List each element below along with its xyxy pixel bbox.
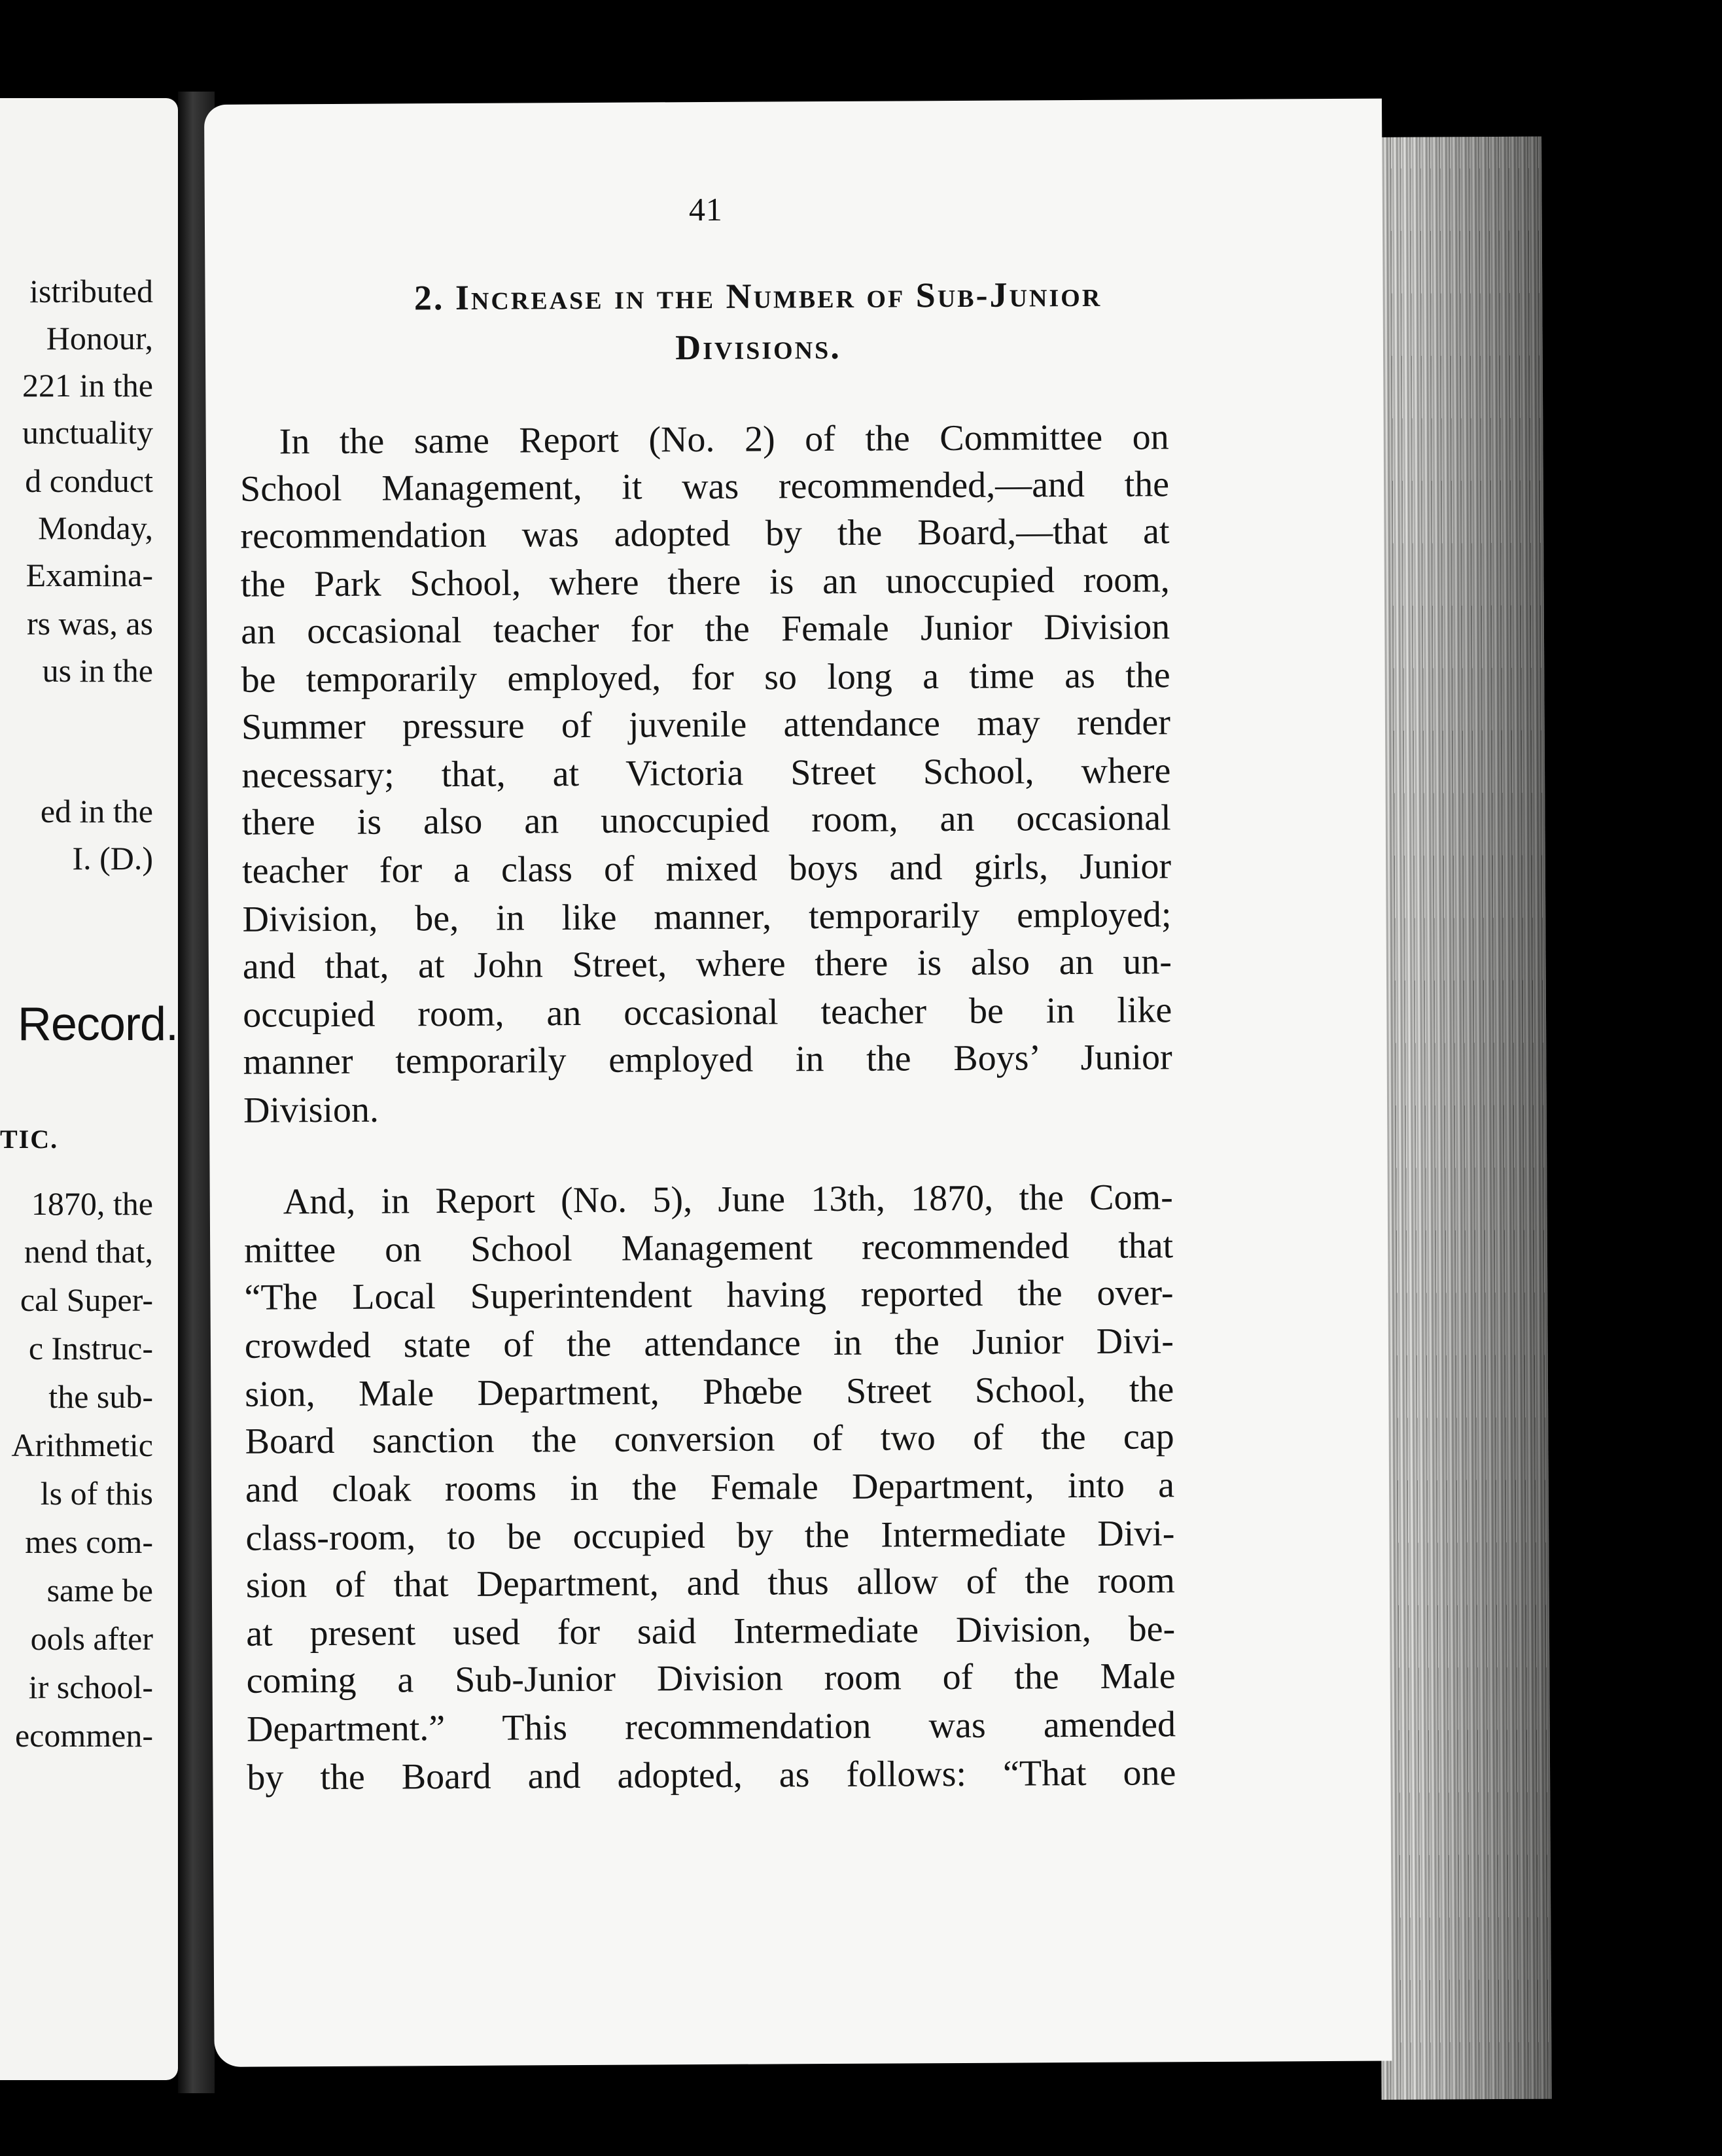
paragraph-2-line: class-room, to be occupied by the Intermediate Divi- — [245, 1513, 1175, 1559]
left-line: ir school- — [28, 1669, 153, 1705]
page-number: 41 — [688, 190, 723, 228]
paragraph-1-line: manner temporarily employed in the Boys’ Junior — [243, 1037, 1172, 1083]
paragraph-1-line: Summer pressure of juvenile attendance may render — [241, 702, 1171, 748]
paragraph-1-line: Division. — [243, 1089, 379, 1131]
paragraph-2-line: by the Board and adopted, as follows: “That one — [247, 1752, 1176, 1798]
left-line: Monday, — [38, 510, 153, 546]
section-title — [290, 268, 1226, 375]
left-line: us in the — [42, 652, 153, 689]
section-title-line: Divisions. — [675, 326, 841, 368]
left-line: Examina- — [26, 557, 153, 593]
left-line: mes com- — [25, 1523, 153, 1560]
paragraph-2-line: crowded state of the attendance in the Junior Divi- — [244, 1321, 1174, 1366]
paragraph-2-line: mittee on School Management recommended that — [244, 1225, 1174, 1271]
left-subheading: TIC. — [0, 1124, 59, 1154]
paragraph-1-line: the Park School, where there is an unoccupied room, — [240, 559, 1170, 605]
paragraph-1-line: an occasional teacher for the Female Junior Division — [241, 606, 1170, 652]
paragraph-1-line: occupied room, an occasional teacher be in like — [243, 990, 1172, 1035]
left-line: ools after — [30, 1620, 153, 1657]
left-line: the sub- — [48, 1378, 153, 1415]
paragraph-1-line: recommendation was adopted by the Board,—that at — [240, 511, 1170, 557]
left-line: Honour, — [46, 320, 153, 356]
left-line: same be — [46, 1572, 153, 1608]
paragraph-1-line: School Management, it was recommended,—and the — [239, 464, 1170, 510]
page-edge-stack — [1371, 137, 1552, 2100]
left-line: c Instruc- — [28, 1330, 153, 1366]
left-section-heading: Record. — [17, 998, 178, 1051]
left-line: cal Super- — [20, 1281, 153, 1318]
section-title-line: 2. Increase in the Number of Sub-Junior — [413, 274, 1102, 318]
paragraph-2-line: coming a Sub-Junior Division room of the Male — [246, 1656, 1176, 1701]
paragraph-2-line: Department.” This recommendation was amended — [246, 1704, 1176, 1750]
left-line: ls of this — [40, 1475, 153, 1512]
paragraph-1-line: necessary; that, at Victoria Street School, where — [241, 750, 1171, 796]
paragraph-1-line: In the same Report (No. 2) of the Committee on — [279, 417, 1169, 462]
paragraph-2-line: and cloak rooms in the Female Department, into a — [245, 1465, 1175, 1510]
main-page — [204, 99, 1392, 2067]
left-line: nend that, — [24, 1233, 153, 1270]
paragraph-2-line: sion of that Department, and thus allow of the room — [245, 1560, 1175, 1606]
left-line: istributed — [29, 273, 153, 309]
left-line: unctuality — [22, 414, 153, 451]
paragraph-2-line: at present used for said Intermediate Division, be- — [246, 1608, 1176, 1654]
left-line: rs was, as — [26, 605, 153, 642]
paragraph-2-line: sion, Male Department, Phœbe Street School, the — [245, 1369, 1174, 1415]
paragraph-1-line: be temporarily employed, for so long a time as the — [241, 655, 1170, 701]
paragraph-1-line: teacher for a class of mixed boys and girls, Junior — [241, 846, 1172, 892]
left-line: I. (D.) — [72, 840, 153, 877]
paragraph-1-line: there is also an unoccupied room, an occasional — [241, 797, 1171, 843]
paragraph-2-line: “The Local Superintendent having reported the over- — [244, 1272, 1174, 1318]
left-line: d conduct — [25, 462, 153, 499]
paragraph-2-line: And, in Report (No. 5), June 13th, 1870, the Com- — [283, 1177, 1173, 1223]
paragraph-2-line: Board sanction the conversion of two of the cap — [245, 1416, 1174, 1462]
paragraph-1-line: Division, be, in like manner, temporarily employed; — [242, 894, 1172, 940]
left-line: ecommen- — [14, 1717, 153, 1754]
left-line: Arithmetic — [11, 1427, 153, 1463]
paragraph-1-line: and that, at John Street, where there is also an un- — [242, 941, 1172, 987]
left-line: 1870, the — [31, 1185, 153, 1222]
left-line: 221 in the — [22, 367, 153, 404]
left-line: ed in the — [40, 793, 153, 829]
left-facing-page — [0, 98, 178, 2080]
